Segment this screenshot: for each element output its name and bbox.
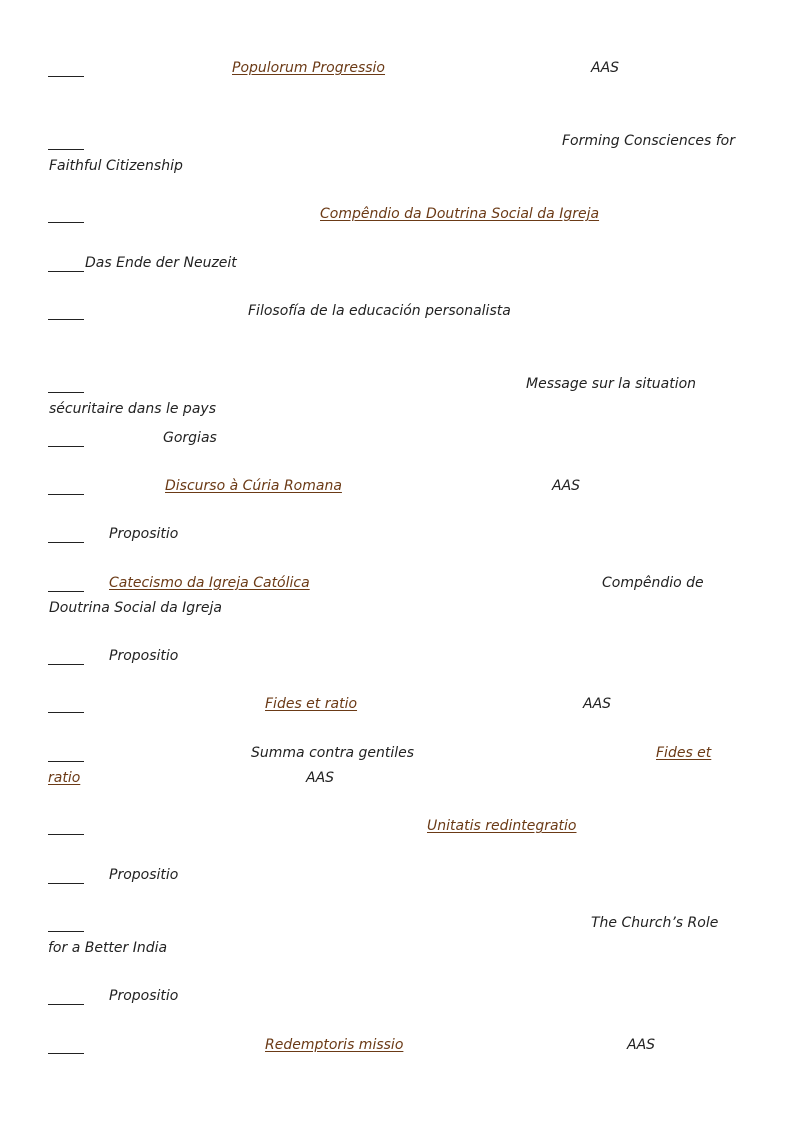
- ref-link-unitatis-redintegratio[interactable]: Unitatis redintegratio: [427, 818, 577, 834]
- ref-link-fides-et-ratio[interactable]: Fides et ratio: [265, 696, 358, 712]
- footnote-marker: [48, 58, 84, 77]
- ref-link-discurso[interactable]: Discurso à Cúria Romana: [165, 478, 342, 494]
- source-abbrev: AAS: [627, 1037, 656, 1053]
- ref-link-fides-et-ratio-cont[interactable]: ratio: [48, 770, 81, 786]
- footnote-marker: [48, 253, 84, 272]
- source-abbrev: AAS: [306, 770, 335, 786]
- footnote-marker: [48, 816, 84, 835]
- ref-link-fides-et-ratio[interactable]: Fides et: [656, 745, 712, 761]
- footnote-marker: [48, 131, 84, 150]
- footnote-marker: [48, 301, 84, 320]
- source-abbrev: AAS: [591, 60, 620, 76]
- footnote-marker: [48, 1035, 84, 1054]
- source-abbrev: AAS: [583, 696, 612, 712]
- ref-title: Propositio: [109, 648, 179, 664]
- ref-title: The Church’s Role: [591, 915, 719, 931]
- ref-title-cont: sécuritaire dans le pays: [49, 401, 216, 417]
- source-abbrev: AAS: [552, 478, 581, 494]
- footnote-marker: [48, 694, 84, 713]
- ref-title: Propositio: [109, 867, 179, 883]
- ref-title: Forming Consciences for: [562, 133, 735, 149]
- ref-title-cont: Doutrina Social da Igreja: [49, 600, 222, 616]
- ref-title-cont: Faithful Citizenship: [49, 158, 183, 174]
- ref-title: Propositio: [109, 526, 179, 542]
- footnote-marker: [48, 374, 84, 393]
- footnote-marker: [48, 865, 84, 884]
- footnote-marker: [48, 573, 84, 592]
- ref-title: Das Ende der Neuzeit: [85, 255, 237, 271]
- ref-title: Compêndio de: [602, 575, 704, 591]
- ref-link-catecismo[interactable]: Catecismo da Igreja Católica: [109, 575, 310, 591]
- ref-link-compendio[interactable]: Compêndio da Doutrina Social da Igreja: [320, 206, 600, 222]
- ref-link-populorum-progressio[interactable]: Populorum Progressio: [232, 60, 386, 76]
- ref-link-redemptoris-missio[interactable]: Redemptoris missio: [265, 1037, 404, 1053]
- ref-title: Message sur la situation: [526, 376, 697, 392]
- footnote-marker: [48, 476, 84, 495]
- ref-title: Gorgias: [163, 430, 217, 446]
- footnote-marker: [48, 524, 84, 543]
- footnote-marker: [48, 204, 84, 223]
- ref-title: Summa contra gentiles: [251, 745, 415, 761]
- footnote-marker: [48, 743, 84, 762]
- footnote-marker: [48, 986, 84, 1005]
- ref-title: Filosofía de la educación personalista: [248, 303, 511, 319]
- footnote-marker: [48, 913, 84, 932]
- ref-title: Propositio: [109, 988, 179, 1004]
- footnote-marker: [48, 646, 84, 665]
- footnote-marker: [48, 428, 84, 447]
- ref-title-cont: for a Better India: [48, 940, 168, 956]
